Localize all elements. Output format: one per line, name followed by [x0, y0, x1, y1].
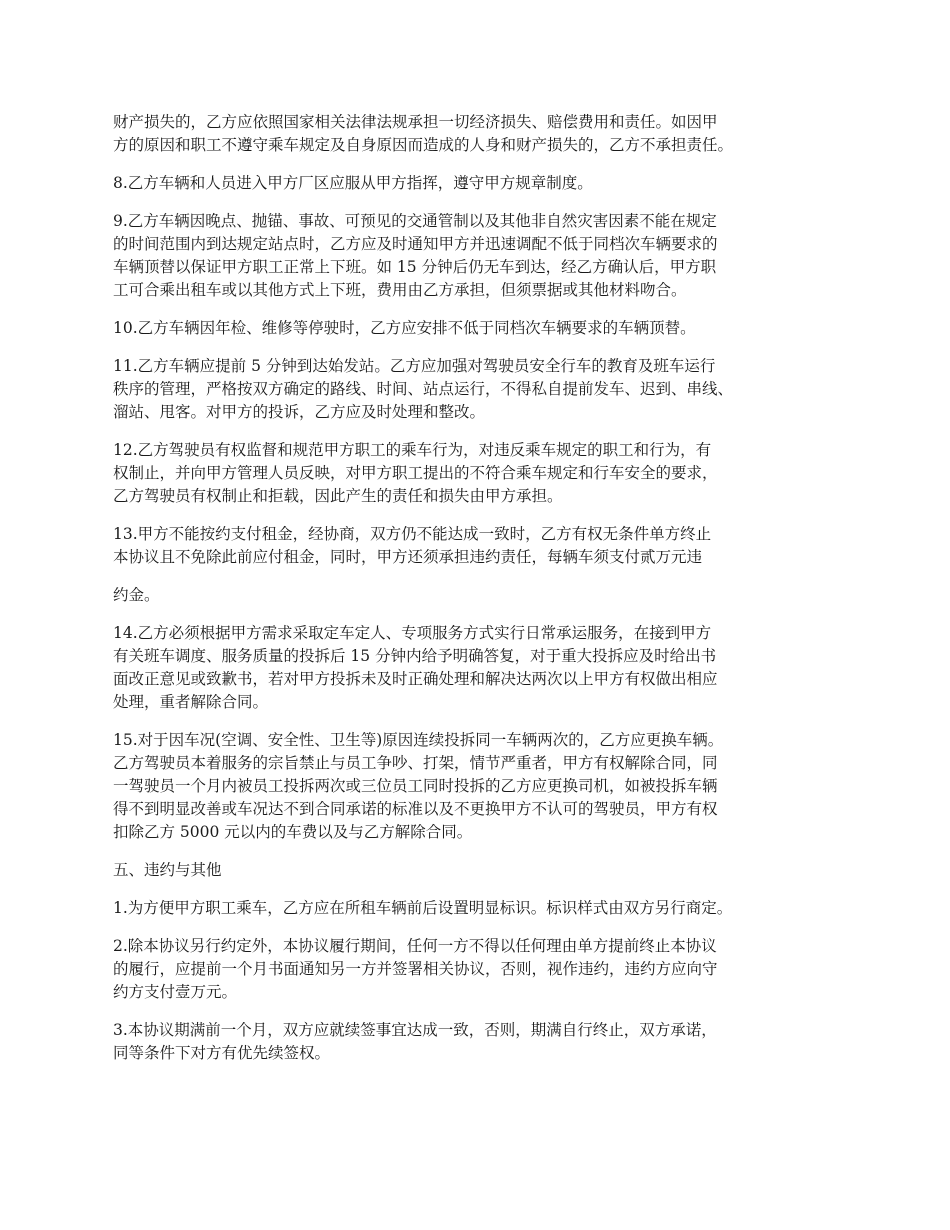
text-line: 工可合乘出租车或以其他方式上下班，费用由乙方承担，但须票据或其他材料吻合。	[113, 281, 687, 299]
paragraph-property-loss	[113, 111, 854, 157]
text-line: 的履行，应提前一个月书面通知另一方并签署相关协议，否则，视作违约，违约方应向守	[113, 960, 718, 978]
paragraph-clause-11	[113, 355, 854, 424]
paragraph-section5-item-1	[113, 897, 854, 920]
paragraph-clause-13-continued	[113, 584, 854, 607]
paragraph-clause-8	[113, 172, 854, 195]
paragraph-clause-15	[113, 729, 854, 844]
text-line: 1.为方便甲方职工乘车，乙方应在所租车辆前后设置明显标识。标识样式由双方另行商定。	[113, 899, 733, 917]
text-line: 9.乙方车辆因晚点、抛锚、事故、可预见的交通管制以及其他非自然灾害因素不能在规定	[113, 212, 717, 230]
paragraph-clause-14	[113, 622, 854, 714]
paragraph-section5-item-3	[113, 1019, 854, 1065]
text-line: 权制止，并向甲方管理人员反映，对甲方职工提出的不符合乘车规定和行车安全的要求，	[113, 464, 718, 482]
text-line: 约方支付壹万元。	[113, 983, 238, 1001]
text-line: 14.乙方必须根据甲方需求采取定车定人、专项服务方式实行日常承运服务，在接到甲方	[113, 624, 712, 642]
text-line: 2.除本协议另行约定外，本协议履行期间，任何一方不得以任何理由单方提前终止本协议	[113, 937, 717, 955]
text-line: 10.乙方车辆因年检、维修等停驶时，乙方应安排不低于同档次车辆要求的车辆顶替。	[113, 319, 696, 337]
text-line: 有关班车调度、服务质量的投拆后 15 分钟内给予明确答复，对于重大投拆应及时给出书	[113, 647, 717, 665]
text-line: 财产损失的，乙方应依照国家相关法律法规承担一切经济损失、赔偿费用和责任。如因甲	[113, 113, 718, 131]
text-line: 11.乙方车辆应提前 5 分钟到达始发站。乙方应加强对驾驶员安全行车的教育及班车运行	[113, 357, 716, 375]
text-line: 一驾驶员一个月内被员工投拆两次或三位员工同时投拆的乙方应更换司机，如被投拆车辆	[113, 777, 718, 795]
text-line: 的时间范围内到达规定站点时，乙方应及时通知甲方并迅速调配不低于同档次车辆要求的	[113, 235, 718, 253]
paragraph-clause-10	[113, 317, 854, 340]
paragraph-clause-13	[113, 523, 854, 569]
text-line: 同等条件下对方有优先续签权。	[113, 1044, 331, 1062]
text-line: 处理，重者解除合同。	[113, 693, 269, 711]
text-line: 车辆顶替以保证甲方职工正常上下班。如 15 分钟后仍无车到达，经乙方确认后，甲方职	[113, 258, 717, 276]
text-line: 面改正意见或致歉书，若对甲方投拆未及时正确处理和解决达两次以上甲方有权做出相应	[113, 670, 718, 688]
text-line: 得不到明显改善或车况达不到合同承诺的标准以及不更换甲方不认可的驾驶员，甲方有权	[113, 800, 718, 818]
text-line: 约金。	[113, 586, 160, 604]
text-line: 方的原因和职工不遵守乘车规定及自身原因而造成的人身和财产损失的，乙方不承担责任。	[113, 136, 734, 154]
section-heading: 五、违约与其他	[113, 861, 222, 879]
text-line: 15.对于因车况(空调、安全性、卫生等)原因连续投拆同一车辆两次的，乙方应更换车辆。	[113, 731, 724, 749]
text-line: 溜站、甩客。对甲方的投诉，乙方应及时处理和整改。	[113, 403, 486, 421]
text-line: 本协议且不免除此前应付租金，同时，甲方还须承担违约责任，每辆车须支付贰万元违	[113, 548, 703, 566]
text-line: 乙方驾驶员有权制止和拒载，因此产生的责任和损失由甲方承担。	[113, 487, 563, 505]
text-line: 扣除乙方 5000 元以内的车费以及与乙方解除合同。	[113, 823, 473, 841]
paragraph-section5-item-2	[113, 935, 854, 1004]
section-heading-breach-and-other	[113, 859, 854, 882]
text-line: 秩序的管理，严格按双方确定的路线、时间、站点运行，不得私自提前发车、迟到、串线、	[113, 380, 734, 398]
paragraph-clause-9	[113, 210, 854, 302]
text-line: 13.甲方不能按约支付租金，经协商，双方仍不能达成一致时，乙方有权无条件单方终止	[113, 525, 712, 543]
text-line: 8.乙方车辆和人员进入甲方厂区应服从甲方指挥，遵守甲方规章制度。	[113, 174, 593, 192]
paragraph-clause-12	[113, 439, 854, 508]
text-line: 12.乙方驾驶员有权监督和规范甲方职工的乘车行为，对违反乘车规定的职工和行为，有	[113, 441, 712, 459]
text-line: 乙方驾驶员本着服务的宗旨禁止与员工争吵、打架，情节严重者，甲方有权解除合同，同	[113, 754, 718, 772]
text-line: 3.本协议期满前一个月，双方应就续签事宜达成一致，否则，期满自行终止，双方承诺，	[113, 1021, 717, 1039]
